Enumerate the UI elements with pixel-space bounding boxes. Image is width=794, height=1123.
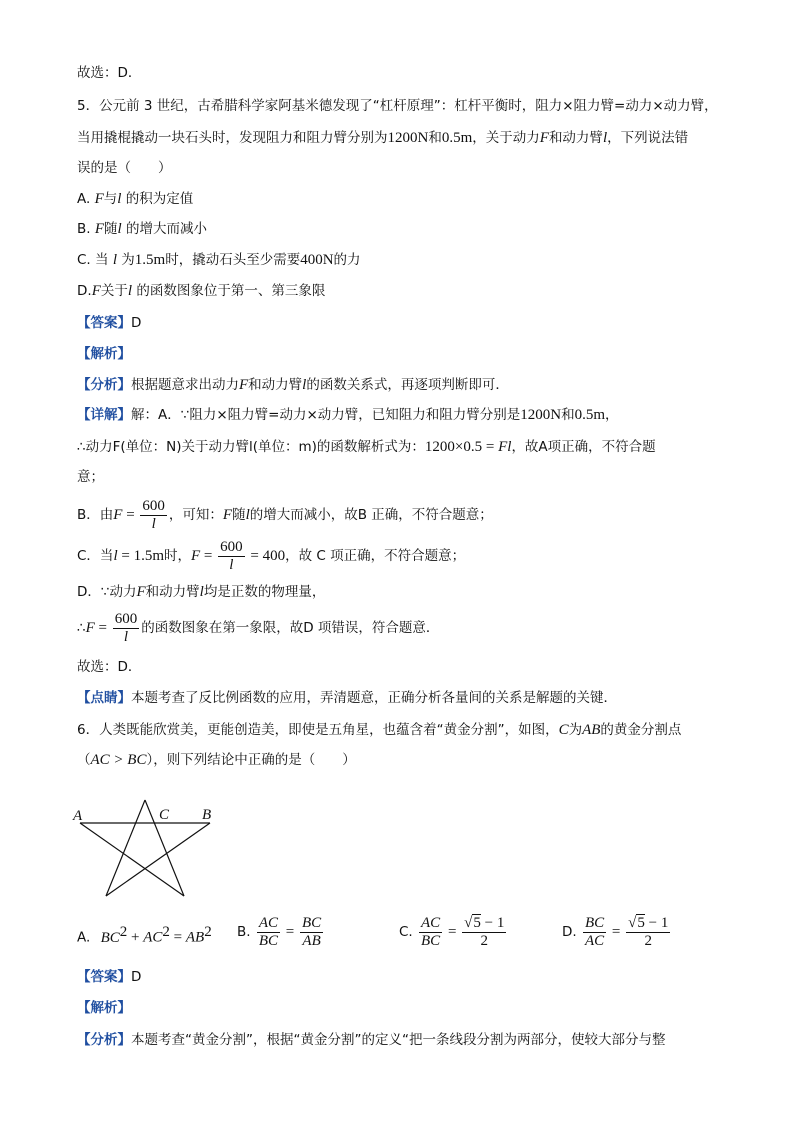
numerator: [626, 915, 670, 933]
point-c-label: C: [159, 807, 170, 823]
tail: − 1: [480, 914, 505, 931]
text: 的函数图象位于第一、第三象限: [136, 283, 326, 299]
label: C.: [399, 924, 413, 940]
variable: l: [602, 130, 608, 146]
variable: l: [113, 548, 118, 564]
q6-option-a: [77, 912, 212, 958]
fraction: [113, 611, 140, 646]
q5-stem-line-2: [77, 128, 688, 148]
fraction: [140, 498, 167, 533]
variable: l: [199, 584, 204, 600]
dianjing-tag: 【点睛】: [77, 690, 131, 706]
analysis-tag: 【解析】: [77, 346, 131, 362]
q5-stem-line-3: 误的是（ ）: [77, 160, 172, 176]
text: 均是正数的物理量，: [203, 584, 326, 600]
pentagram-lines: [80, 800, 210, 896]
expr: AC: [143, 929, 163, 946]
segment-bottomright-a: [80, 823, 184, 896]
exponent: 2: [204, 924, 212, 940]
text: 和动力臂: [248, 377, 303, 393]
fenxi-tag: 【分析】: [77, 1032, 131, 1048]
value: 1200N: [387, 130, 429, 146]
answer-value: D: [131, 315, 142, 331]
segment-b-bottomleft: [106, 823, 210, 896]
label: B.: [77, 221, 91, 237]
numerator: [462, 915, 506, 933]
label: A.: [77, 191, 91, 207]
variable: l: [117, 191, 122, 207]
text: 与: [103, 191, 118, 207]
text: 和: [561, 407, 575, 423]
equals: =: [94, 620, 111, 636]
numerator: AC: [258, 914, 279, 931]
text: 的积为定值: [125, 191, 194, 207]
q6-stem-line-1: [77, 720, 681, 740]
text: ，下列说法错: [607, 130, 689, 146]
label: D.: [562, 924, 577, 940]
text: ，关于动力: [472, 130, 540, 146]
value: 0.5m: [441, 130, 473, 146]
expr: BC: [100, 929, 120, 946]
fraction: [583, 915, 606, 950]
equals: =: [122, 507, 139, 523]
value: 1.5m: [134, 252, 166, 268]
q5-option-c: [77, 250, 361, 270]
point-b-label: B: [202, 807, 212, 823]
denominator: AB: [302, 932, 321, 949]
text: 关于: [100, 283, 128, 299]
inequality: AC > BC: [90, 752, 147, 768]
variable: F: [94, 221, 105, 237]
label: D.: [77, 283, 92, 299]
variable: F: [85, 620, 95, 636]
text: 为: [568, 722, 583, 738]
q5-stem-line-1: 5．公元前 3 世纪，古希腊科学家阿基米德发现了“杠杆原理”：杠杆平衡时，阻力×阻力臂=动力×动力臂，: [77, 98, 718, 114]
numerator: BC: [302, 914, 322, 931]
denominator: l: [151, 515, 156, 532]
fraction: [218, 539, 245, 574]
numerator: 600: [142, 497, 165, 514]
equation: 1200×0.5 =: [424, 439, 499, 455]
q5-detail-c: [77, 537, 465, 575]
denominator: BC: [421, 932, 441, 949]
denominator: l: [229, 556, 234, 573]
equation: = 400: [246, 548, 286, 564]
denominator: 2: [644, 932, 652, 949]
q5-dianjing: [77, 688, 617, 708]
variable: Fl: [498, 439, 512, 455]
point-a-label: A: [73, 808, 83, 824]
text: 的力: [333, 252, 361, 268]
answer-value: D: [131, 969, 142, 985]
variable: l: [117, 221, 122, 237]
q5-option-d: [77, 281, 325, 301]
denominator: BC: [258, 932, 279, 949]
numerator: 600: [114, 610, 138, 627]
text: D．∵动力: [77, 584, 137, 600]
text: ∴: [77, 620, 86, 636]
text: ，可知：: [168, 507, 223, 523]
sqrt-sign: √: [464, 914, 473, 931]
text: 根据题意求出动力: [131, 377, 239, 393]
equals: =: [200, 548, 217, 564]
q6-option-d: [562, 912, 672, 952]
text: 本题考查“黄金分割”，根据“黄金分割”的定义“把一条线段分割为两部分，使较大部分与整: [131, 1032, 666, 1048]
text: （: [77, 752, 91, 768]
text: 的增大而减小，故B 正确，不符合题意；: [249, 507, 493, 523]
q5-option-a: [77, 189, 193, 209]
fraction: [419, 915, 442, 950]
variable: F: [91, 283, 101, 299]
variable: F: [136, 584, 146, 600]
text: 和动力臂: [548, 130, 603, 146]
variable: F: [539, 130, 549, 146]
radicand: 5: [637, 914, 645, 931]
text: 的黄金分割点: [600, 722, 682, 738]
expr: AB: [185, 929, 205, 946]
variable: F: [94, 191, 104, 207]
fraction: [257, 915, 280, 950]
q6-option-b: [237, 912, 325, 952]
equals: =: [444, 924, 461, 940]
variable: AB: [582, 722, 601, 738]
q5-fenxi: [77, 375, 509, 395]
fenxi-tag: 【分析】: [77, 377, 131, 393]
text: 时，: [164, 548, 191, 564]
text: ，故A项正确，不符合题: [511, 439, 656, 455]
text: 随: [232, 507, 246, 523]
q5-detail-1: [77, 405, 619, 425]
text: 当用撬棍撬动一块石头时，发现阻力和阻力臂分别为: [77, 130, 388, 146]
q6-stem-line-2: [77, 750, 356, 770]
denominator: AC: [584, 932, 605, 949]
answer-tag: 【答案】: [77, 969, 131, 985]
equals: =: [608, 924, 625, 940]
detail-tag: 【详解】: [77, 407, 131, 423]
text: 解：A．∵阻力×阻力臂=动力×动力臂，已知阻力和阻力臂分别是: [131, 407, 521, 423]
text: 的函数图象在第一象限，故D 项错误，符合题意．: [141, 620, 440, 636]
text: 的函数关系式，再逐项判断即可．: [306, 377, 509, 393]
text: 本题考查了反比例函数的应用，弄清题意，正确分析各量间的关系是解题的关键．: [131, 690, 617, 706]
text: 随: [104, 221, 118, 237]
variable: l: [127, 283, 133, 299]
variable: l: [302, 377, 307, 393]
value: 400N: [300, 252, 334, 268]
value: 1.5m: [133, 548, 164, 564]
q6-answer: [77, 967, 141, 987]
answer-tag: 【答案】: [77, 315, 131, 331]
text: 和动力臂: [145, 584, 200, 600]
text: ，: [605, 407, 619, 423]
fraction: [300, 915, 323, 950]
equals: =: [117, 548, 134, 564]
q5-analysis-tag: [77, 344, 131, 364]
q6-analysis-tag: [77, 998, 131, 1018]
fraction: [462, 915, 506, 950]
q5-option-b: [77, 219, 207, 239]
text: ，故 C 项正确，不符合题意；: [285, 548, 466, 564]
value: 1200N: [520, 407, 562, 423]
pentagram-figure: [70, 798, 230, 908]
exponent: 2: [119, 924, 128, 940]
label: C. 当: [77, 252, 109, 268]
variable: l: [112, 252, 117, 268]
q5-final: 故选：D．: [77, 659, 142, 675]
text: ），则下列结论中正确的是（ ）: [146, 752, 356, 768]
label: B.: [237, 924, 251, 940]
denominator: l: [123, 628, 129, 645]
radicand: 5: [473, 914, 481, 931]
text: ∴动力F(单位：N)关于动力臂l(单位：m)的函数解析式为：: [77, 439, 425, 455]
numerator: AC: [421, 914, 441, 931]
variable: F: [191, 548, 201, 564]
variable: F: [239, 377, 249, 393]
q5-detail-b: [77, 496, 493, 534]
q5-detail-e: [77, 609, 439, 647]
denominator: 2: [480, 932, 488, 949]
text: 和: [428, 130, 442, 146]
numerator: 600: [220, 538, 243, 555]
q5-detail-3: 意；: [77, 469, 104, 485]
analysis-tag: 【解析】: [77, 1000, 131, 1016]
previous-answer: 故选：D．: [77, 65, 142, 81]
sqrt-sign: √: [628, 914, 637, 931]
q5-answer: [77, 313, 141, 333]
text: 为: [121, 252, 135, 268]
label: A.: [77, 929, 91, 946]
fraction: [626, 915, 670, 950]
text: 的增大而减小: [126, 221, 207, 237]
variable: l: [245, 507, 250, 523]
q5-detail-2: [77, 437, 656, 457]
variable: C: [558, 722, 569, 738]
variable: F: [222, 507, 233, 523]
q5-detail-d: [77, 582, 325, 602]
exponent: 2: [162, 924, 170, 940]
value: 0.5m: [574, 407, 606, 423]
text: B．由: [77, 507, 114, 523]
variable: F: [113, 507, 123, 523]
plus: +: [127, 929, 144, 946]
q6-option-c: [399, 912, 508, 952]
text: 6．人类既能欣赏美，更能创造美，即使是五角星，也蕴含着“黄金分割”，如图，: [77, 722, 559, 738]
tail: − 1: [644, 914, 669, 931]
text: C．当: [77, 548, 114, 564]
equals: =: [282, 924, 298, 940]
q6-fenxi: [77, 1030, 665, 1050]
equals: =: [169, 929, 186, 946]
text: 时，撬动石头至少需要: [165, 252, 301, 268]
numerator: BC: [584, 914, 605, 931]
